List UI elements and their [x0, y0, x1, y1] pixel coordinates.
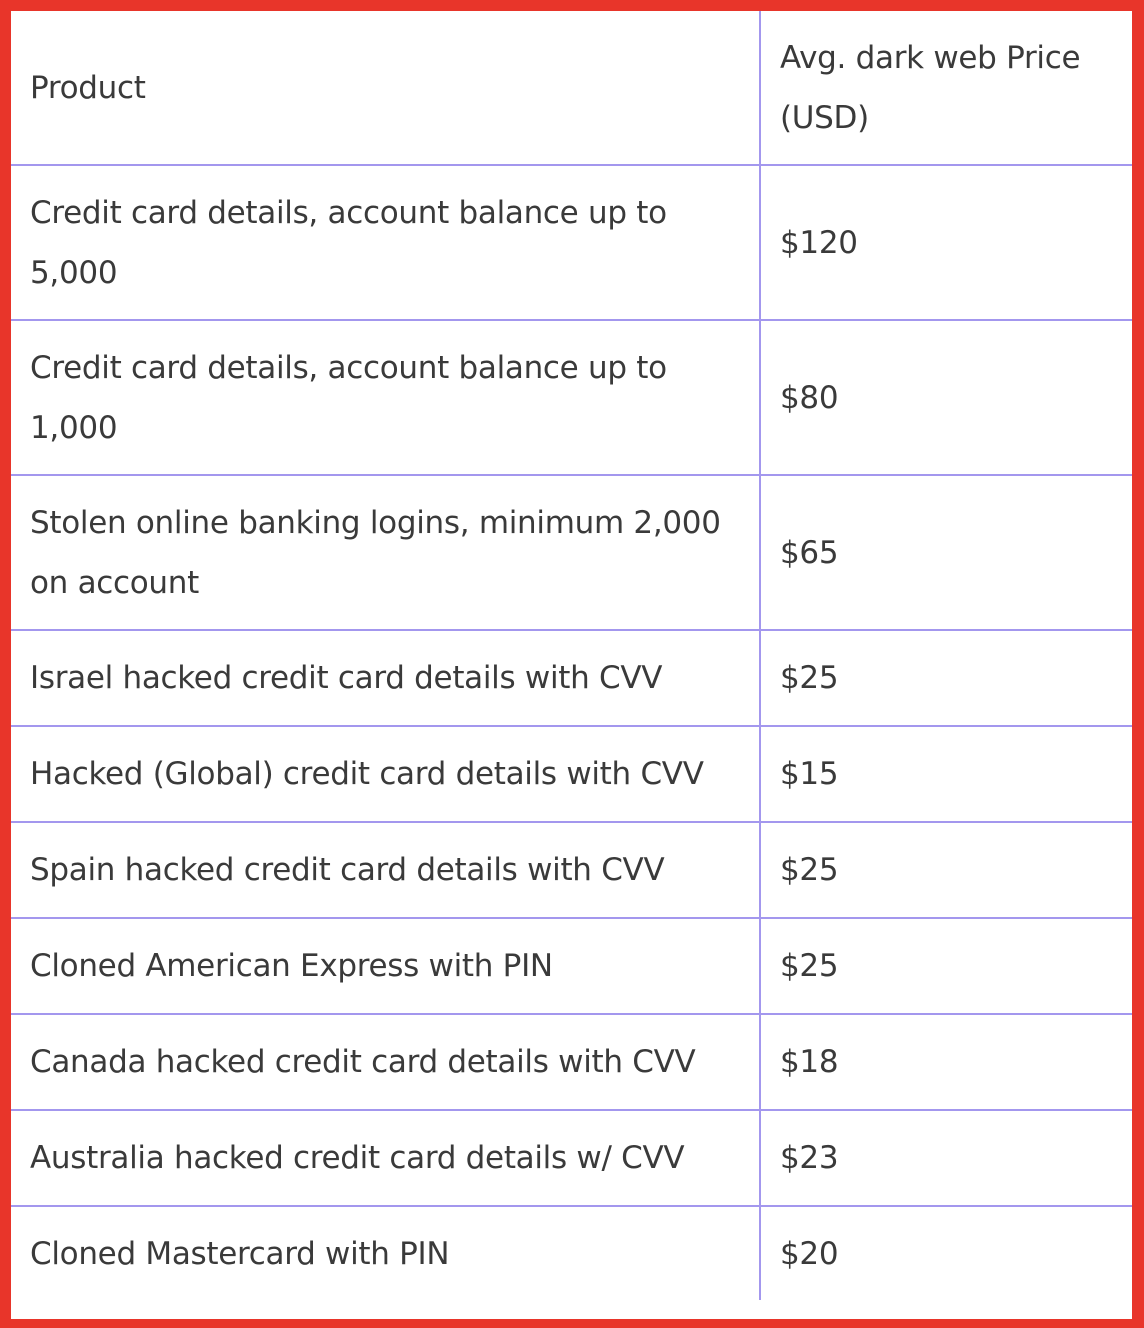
- product-cell: Cloned American Express with PIN: [11, 918, 760, 1014]
- table-row: [11, 1110, 1132, 1206]
- product-cell: Israel hacked credit card details with CVV: [11, 630, 760, 726]
- price-cell: $25: [760, 918, 1132, 1014]
- table-row: [11, 1206, 1132, 1300]
- table-header-row: [11, 11, 1132, 165]
- product-cell: Canada hacked credit card details with CVV: [11, 1014, 760, 1110]
- product-cell: Australia hacked credit card details w/ CVV: [11, 1110, 760, 1206]
- table-row: [11, 822, 1132, 918]
- table-row: [11, 320, 1132, 475]
- header-price: Avg. dark web Price (USD): [760, 11, 1132, 165]
- table-row: [11, 165, 1132, 320]
- price-cell: $65: [760, 475, 1132, 630]
- price-cell: $18: [760, 1014, 1132, 1110]
- price-cell: $23: [760, 1110, 1132, 1206]
- price-cell: $120: [760, 165, 1132, 320]
- table-row: [11, 726, 1132, 822]
- table-row: [11, 475, 1132, 630]
- price-cell: $25: [760, 822, 1132, 918]
- price-cell: $20: [760, 1206, 1132, 1300]
- product-cell: Hacked (Global) credit card details with CVV: [11, 726, 760, 822]
- product-cell: Credit card details, account balance up to 5,000: [11, 165, 760, 320]
- price-cell: $25: [760, 630, 1132, 726]
- product-cell: Cloned Mastercard with PIN: [11, 1206, 760, 1300]
- price-table: [11, 11, 1132, 1300]
- table-row: [11, 630, 1132, 726]
- price-cell: $15: [760, 726, 1132, 822]
- table-row: [11, 918, 1132, 1014]
- product-cell: Spain hacked credit card details with CVV: [11, 822, 760, 918]
- table-container: [11, 11, 1132, 1319]
- product-cell: Credit card details, account balance up to 1,000: [11, 320, 760, 475]
- price-cell: $80: [760, 320, 1132, 475]
- table-row: [11, 1014, 1132, 1110]
- product-cell: Stolen online banking logins, minimum 2,000 on account: [11, 475, 760, 630]
- header-product: Product: [11, 11, 760, 165]
